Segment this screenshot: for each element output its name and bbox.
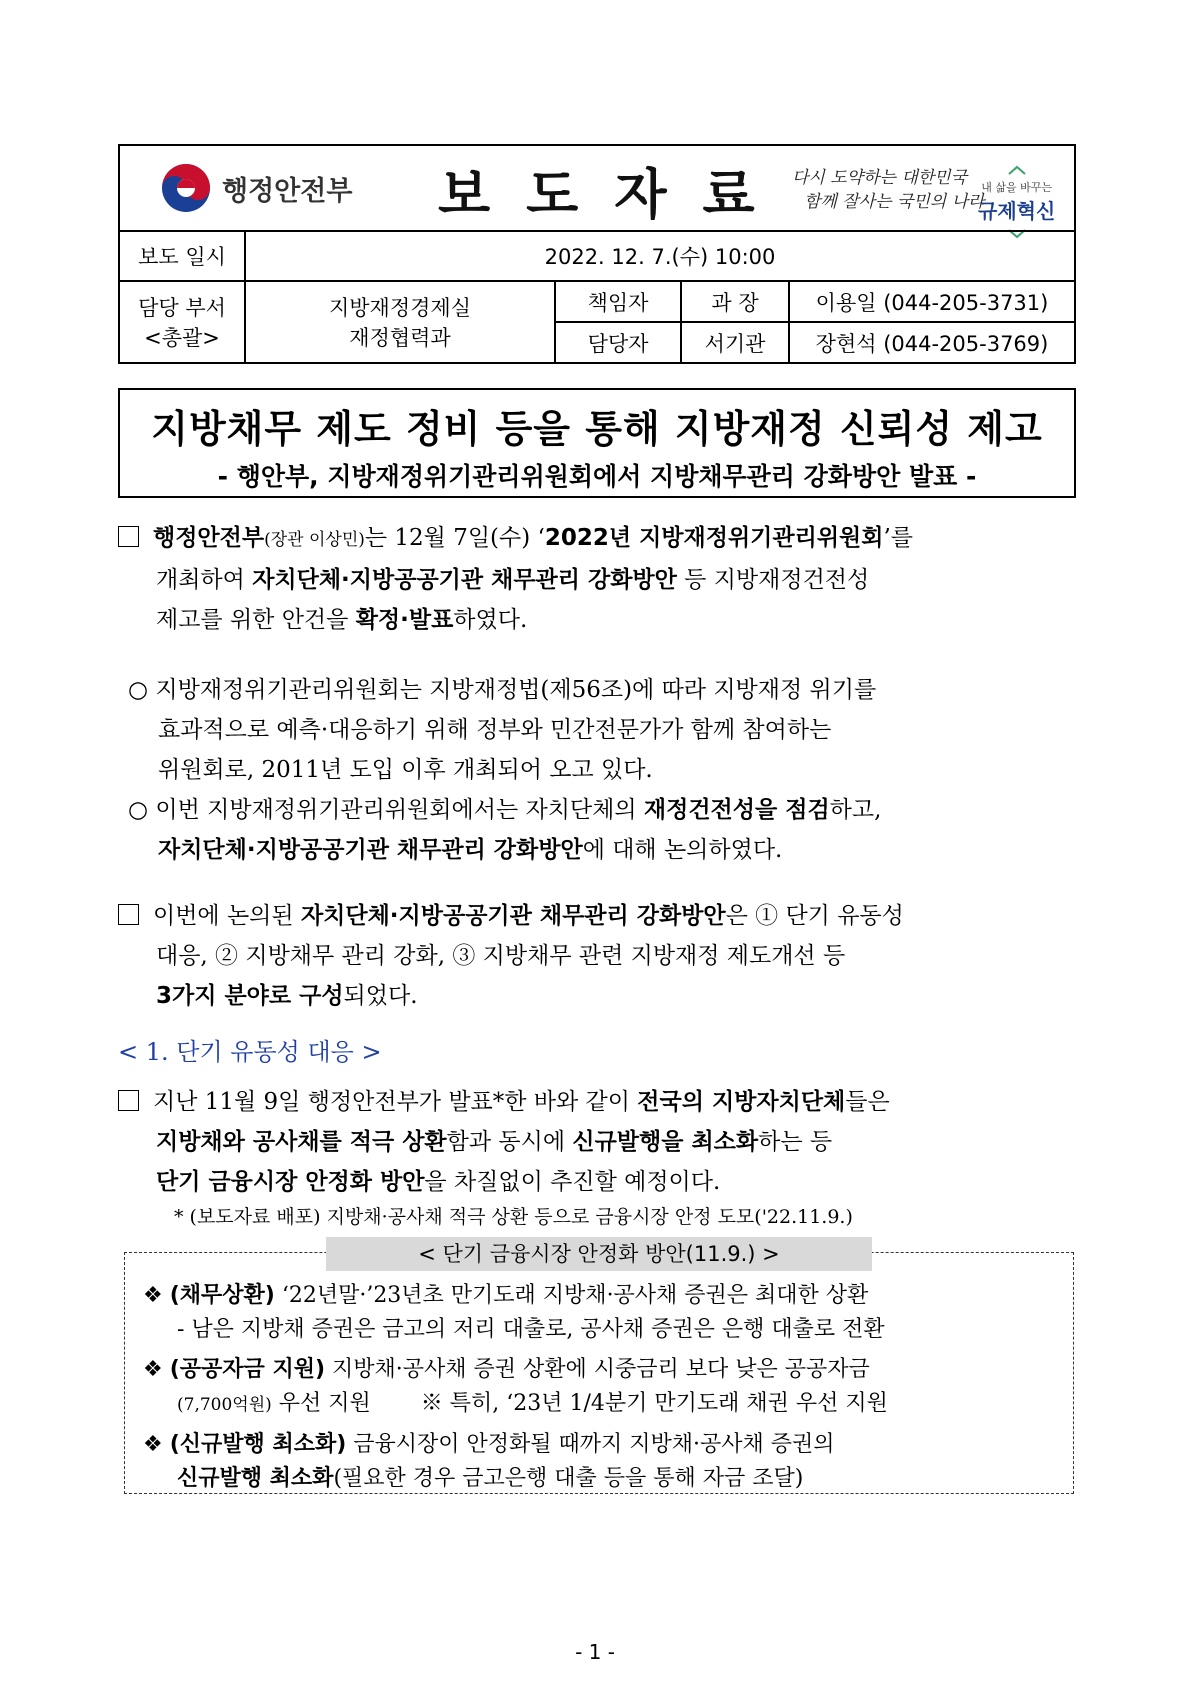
p1-confirm: 확정·발표 — [355, 607, 454, 633]
p3-text-e: 에 대해 논의하였다. — [582, 837, 783, 863]
press-info-table — [118, 230, 1076, 364]
government-slogan — [792, 166, 984, 214]
staff-label: 담당자 — [555, 322, 681, 363]
p5-footnote: * (보도자료 배포) 지방채·공사채 적극 상환 등으로 금융시장 안정 도모('22.11.9.) — [174, 1206, 853, 1228]
p4-text-f: 되었다. — [343, 983, 418, 1009]
p1-text-g: 등 지방재정건전성 — [676, 567, 870, 593]
p1-text-b: 는 12월 7일(수) ‘ — [364, 525, 545, 551]
paragraph-5 — [118, 1082, 1078, 1232]
manager-label: 책임자 — [555, 281, 681, 322]
press-release-title: 보도자료 — [438, 163, 791, 226]
p4-text-a: 이번에 논의된 — [153, 903, 301, 929]
slogan-line-2: 함께 잘사는 국민의 나라 — [804, 192, 985, 212]
box-item-1-sub: - 남은 지방채 증권은 금고의 저리 대출로, 공사채 증권은 은행 대출로 전환 — [177, 1317, 885, 1342]
dept-label: 담당 부서 — [138, 296, 226, 320]
p1-text-e: 개최하여 — [156, 567, 253, 593]
stabilization-plan-box — [124, 1252, 1074, 1494]
p5-text-e: 함과 동시에 — [446, 1129, 573, 1155]
p2-line-3: 위원회로, 2011년 도입 이후 개최되어 오고 있다. — [158, 757, 653, 783]
sub-headline: - 행안부, 지방재정위기관리위원회에서 지방채무관리 강화방안 발표 - — [217, 462, 977, 491]
staff-contact: 장현석 (044-205-3769) — [789, 322, 1075, 363]
manager-title: 과 장 — [681, 281, 789, 322]
box-item-1-text: ‘22년말·’23년초 만기도래 지방채·공사채 증권은 최대한 상환 — [274, 1283, 869, 1308]
box-item-3-text-2: (필요한 경우 금고은행 대출 등을 통해 자금 조달) — [333, 1466, 804, 1491]
dept-label-sub: <총괄> — [144, 326, 220, 350]
dept-name-cell — [245, 281, 555, 363]
diamond-bullet-icon: ❖ — [143, 1432, 170, 1457]
diamond-bullet-icon: ❖ — [143, 1357, 170, 1382]
p3-text-a: ○ 이번 지방재정위기관리위원회에서는 자치단체의 — [128, 797, 644, 823]
p3-plan: 자치단체·지방공공기관 채무관리 강화방안 — [158, 837, 583, 863]
checkbox-square-icon — [118, 1090, 139, 1111]
paragraph-1 — [118, 518, 1078, 640]
p5-minimize: 신규발행을 최소화 — [572, 1129, 759, 1155]
release-label: 보도 일시 — [119, 231, 245, 281]
p5-text-c: 들은 — [845, 1089, 890, 1115]
box-item-3-bold: 신규발행 최소화 — [177, 1466, 334, 1491]
box-item-3-text: 금융시장이 안정화될 때까지 지방채·공사채 증권의 — [346, 1432, 835, 1457]
box-item-2-note: ※ 특히, ‘23년 1/4분기 만기도래 채권 우선 지원 — [420, 1391, 888, 1416]
p5-text-g: 하는 등 — [758, 1129, 833, 1155]
box-item-2-sub: 우선 지원 — [271, 1391, 371, 1416]
p1-text-h: 제고를 위한 안건을 — [156, 607, 356, 633]
p5-local-govs: 전국의 지방자치단체 — [637, 1089, 846, 1115]
p5-stabilize: 단기 금융시장 안정화 방안 — [156, 1169, 425, 1195]
chevron-up-icon — [1007, 165, 1027, 175]
dept-name-line-2: 재정협력과 — [349, 326, 451, 350]
p4-text-c: 은 ① 단기 유동성 — [725, 903, 904, 929]
p3-text-c: 하고, — [829, 797, 882, 823]
dept-name-line-1: 지방재정경제실 — [328, 296, 471, 320]
checkbox-square-icon — [118, 904, 139, 925]
agency-logo — [160, 162, 352, 214]
box-title: < 단기 금융시장 안정화 방안(11.9.) > — [326, 1237, 872, 1271]
p1-text-j: 하였다. — [453, 607, 528, 633]
reg-big-text: 규제혁신 — [978, 199, 1056, 223]
paragraph-4 — [118, 896, 1078, 1016]
checkbox-square-icon — [118, 526, 139, 547]
box-item-2-text: 지방채·공사채 증권 상환에 시중금리 보다 낮은 공공자금 — [325, 1357, 870, 1382]
box-item-1-label: (채무상환) — [169, 1283, 275, 1308]
p2-line-2: 효과적으로 예측·대응하기 위해 정부와 민간전문가가 함께 참여하는 — [158, 717, 832, 743]
box-item-3-label: (신규발행 최소화) — [169, 1432, 347, 1457]
diamond-bullet-icon: ❖ — [143, 1283, 170, 1308]
dept-label-cell — [119, 281, 245, 363]
p5-text-i: 을 차질없이 추진할 예정이다. — [424, 1169, 721, 1195]
manager-contact: 이용일 (044-205-3731) — [789, 281, 1075, 322]
taegeuk-emblem-icon — [160, 162, 212, 214]
page-number: - 1 - — [575, 1640, 615, 1664]
p1-agency: 행정안전부 — [153, 525, 265, 551]
p5-repay: 지방채와 공사채를 적극 상환 — [156, 1129, 447, 1155]
headline: 지방채무 제도 정비 등을 통해 지방재정 신뢰성 제고 — [151, 407, 1043, 451]
p1-text-d: ’를 — [883, 525, 914, 551]
p4-plan: 자치단체·지방공공기관 채무관리 강화방안 — [300, 903, 726, 929]
reg-small-text: 내 삶을 바꾸는 — [981, 181, 1053, 194]
p2-line-1: ○ 지방재정위기관리위원회는 지방재정법(제56조)에 따라 지방재정 위기를 — [128, 677, 877, 703]
p3-check: 재정건전성을 점검 — [643, 797, 830, 823]
paragraph-2 — [118, 670, 1078, 790]
p5-text-a: 지난 11월 9일 행정안전부가 발표*한 바와 같이 — [153, 1089, 638, 1115]
release-datetime: 2022. 12. 7.(수) 10:00 — [245, 231, 1075, 281]
agency-name: 행정안전부 — [222, 175, 353, 207]
p4-line-2: 대응, ② 지방채무 관리 강화, ③ 지방채무 관련 지방재정 제도개선 등 — [156, 943, 846, 969]
slogan-line-1: 다시 도약하는 대한민국 — [792, 168, 968, 188]
box-item-2-amount: (7,700억원) — [177, 1395, 272, 1415]
section-heading-1: < 1. 단기 유동성 대응 > — [118, 1038, 382, 1066]
p1-plan: 자치단체·지방공공기관 채무관리 강화방안 — [252, 567, 677, 593]
press-header — [118, 144, 1076, 232]
p1-committee: 2022년 지방재정위기관리위원회 — [544, 525, 884, 551]
staff-title: 서기관 — [681, 322, 789, 363]
headline-box — [118, 388, 1076, 498]
p4-three-areas: 3가지 분야로 구성 — [156, 983, 344, 1009]
p1-minister: (장관 이상민) — [264, 530, 365, 550]
paragraph-3 — [118, 790, 1078, 870]
box-item-2-label: (공공자금 지원) — [169, 1357, 325, 1382]
